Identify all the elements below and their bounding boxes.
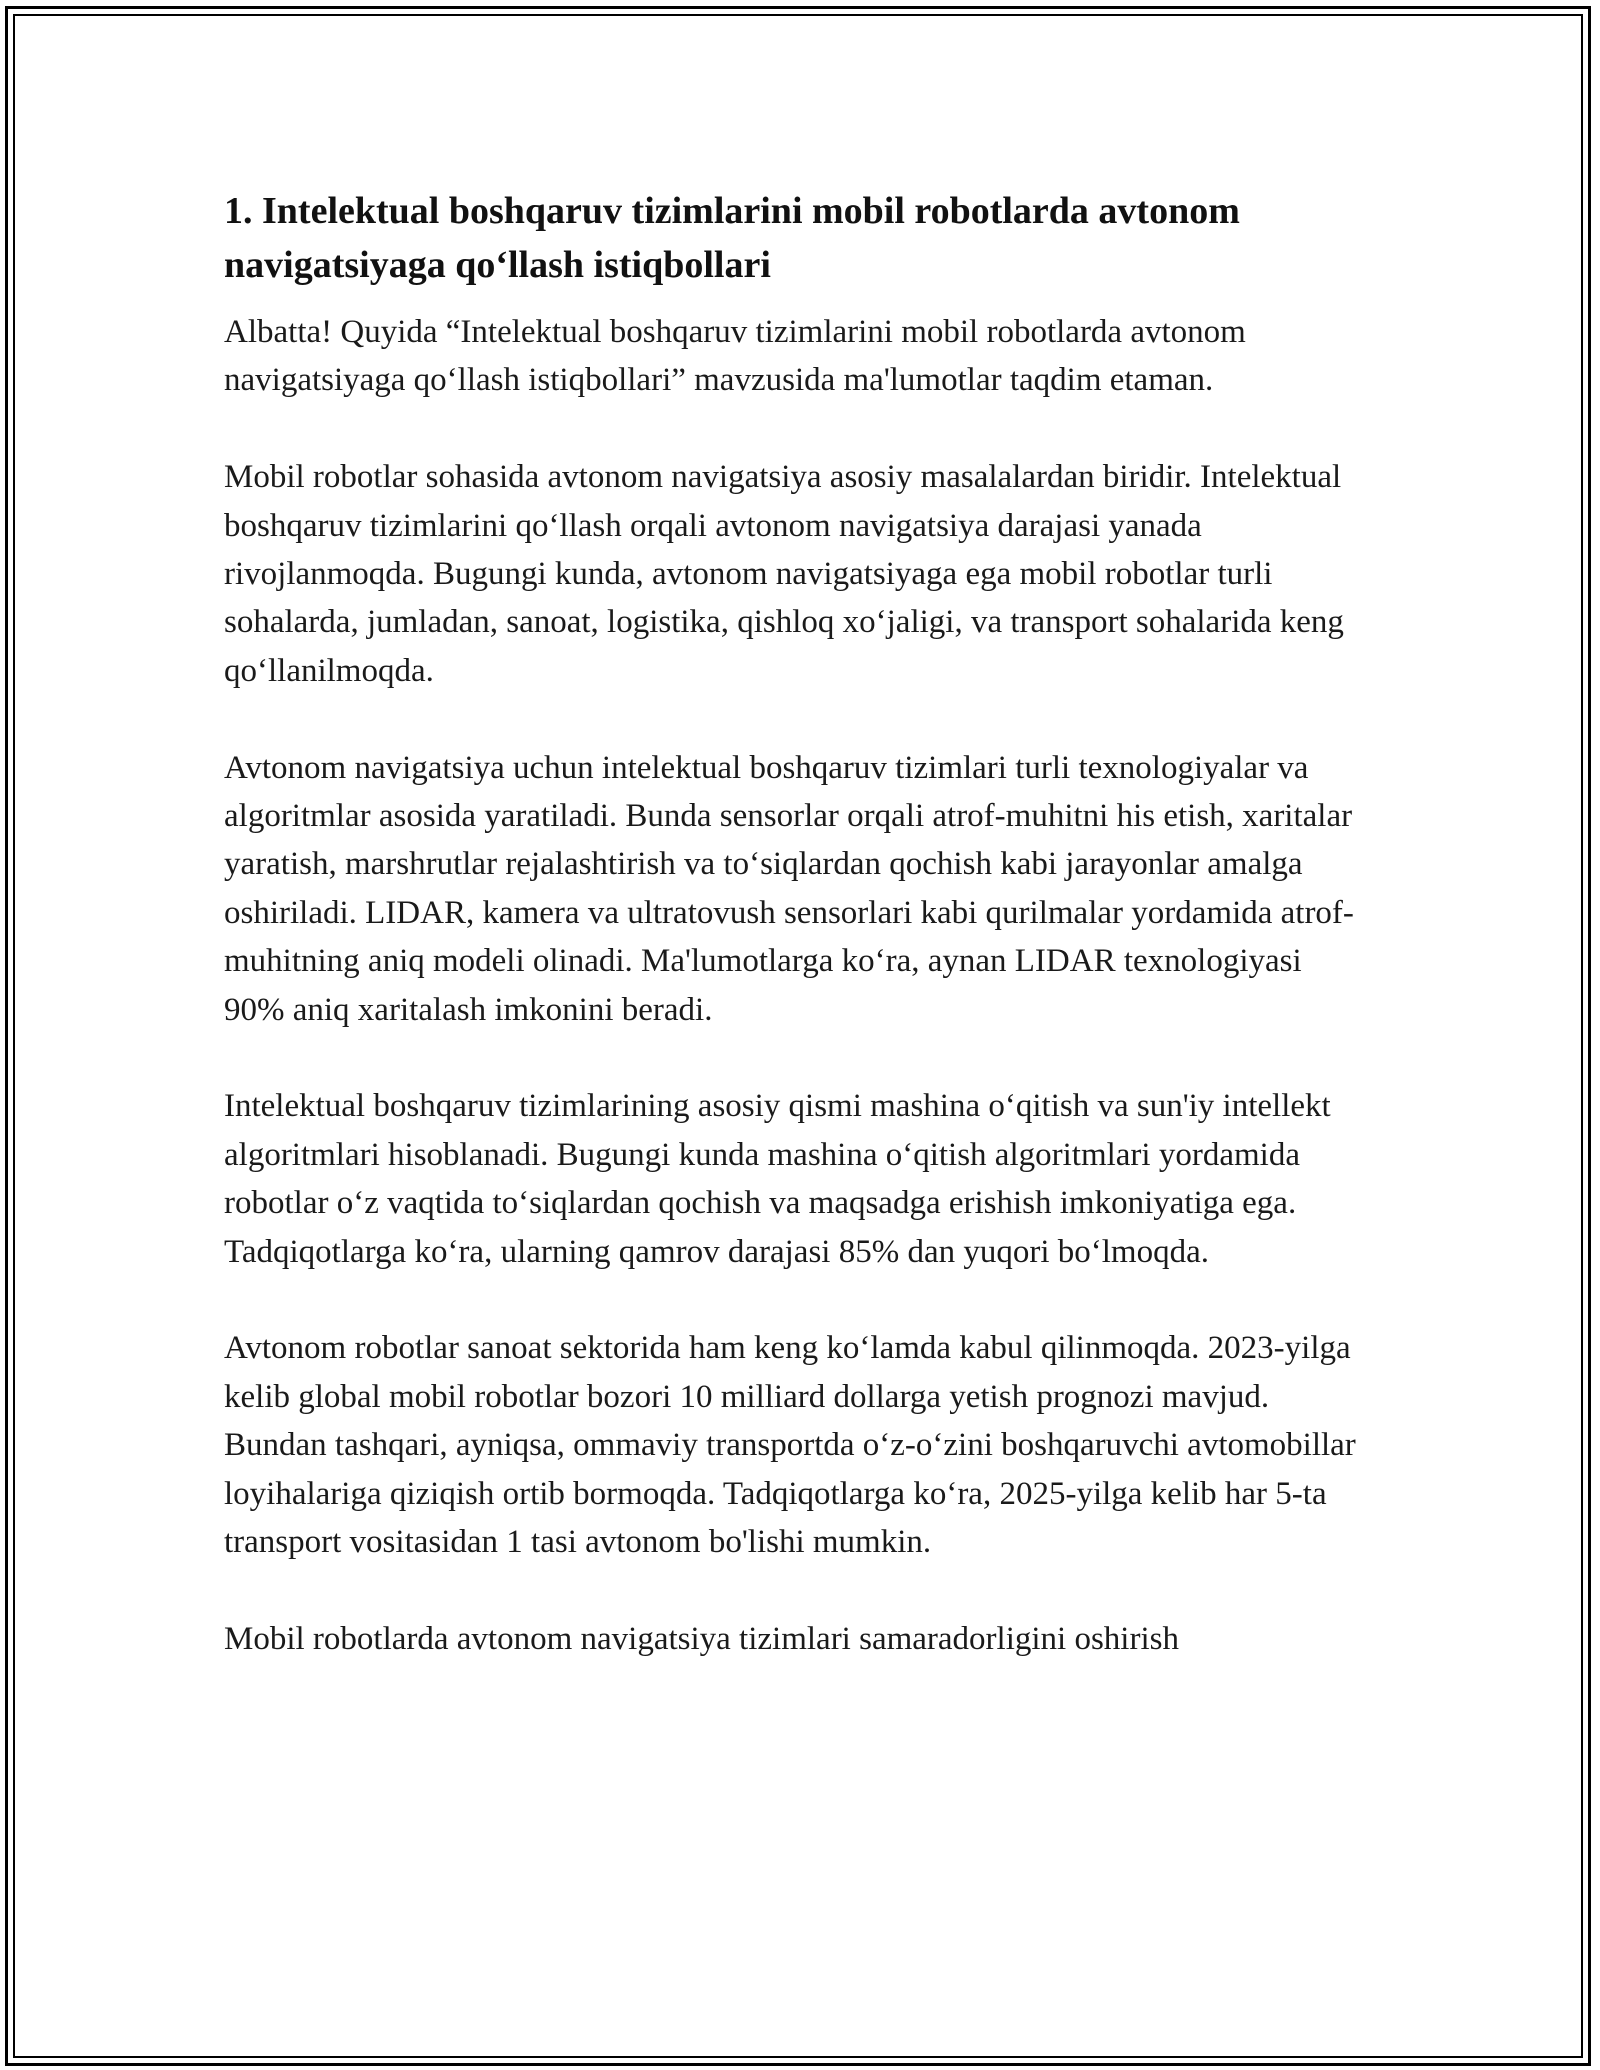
document-title: 1. Intelektual boshqaruv tizimlarini mobil robotlarda avtonom navigatsiyaga qo‘llash istiqbollari (224, 190, 1240, 286)
paragraph-intro: Albatta! Quyida “Intelektual boshqaruv tizimlarini mobil robotlarda avtonom navigatsiyaga qo‘llash istiqbollari” mavzusida ma'lumotlar taqdim etaman. (224, 314, 1246, 399)
paragraph-navigation-overview: Mobil robotlar sohasida avtonom navigatsiya asosiy masalalardan biridir. Intelektual boshqaruv tizimlarini qo‘llash orqali avtonom navigatsiya darajasi yanada rivojlanmoqda. Bugungi kunda, avtonom navigatsiyaga ega mobil robotlar turli sohalarda, jumladan, sanoat, logistika, qishloq xo‘jaligi, va transport sohalarida keng qo‘llanilmoqda. (224, 459, 1344, 689)
paragraph-efficiency: Mobil robotlarda avtonom navigatsiya tizimlari samaradorligini oshirish (224, 1620, 1179, 1657)
paragraph-machine-learning: Intelektual boshqaruv tizimlarining asosiy qismi mashina o‘qitish va sun'iy intellekt algoritmlari hisoblanadi. Bugungi kunda mashina o‘qitish algoritmlari yordamida robotlar o‘z vaqtida to‘siqlardan qochish va maqsadga erishish imkoniyatiga ega. Tadqiqotlarga ko‘ra, ularning qamrov darajasi 85% dan yuqori bo‘lmoqda. (224, 1088, 1331, 1270)
document-body (224, 184, 1368, 1712)
paragraph-technologies: Avtonom navigatsiya uchun intelektual boshqaruv tizimlari turli texnologiyalar va algoritmlar asosida yaratiladi. Bunda sensorlar orqali atrof-muhitni his etish, xaritalar yaratish, marshrutlar rejalashtirish va to‘siqlardan qochish kabi jarayonlar amalga oshiriladi. LIDAR, kamera va ultratovush sensorlari kabi qurilmalar yordamida atrof-muhitning aniq modeli olinadi. Ma'lumotlarga ko‘ra, aynan LIDAR texnologiyasi 90% aniq xaritalash imkonini beradi. (224, 749, 1354, 1028)
paragraph-industry-market: Avtonom robotlar sanoat sektorida ham keng ko‘lamda kabul qilinmoqda. 2023-yilga kelib global mobil robotlar bozori 10 milliard dollarga yetish prognozi mavjud. Bundan tashqari, ayniqsa, ommaviy transportda o‘z-o‘zini boshqaruvchi avtomobillar loyihalariga qiziqish ortib bormoqda. Tadqiqotlarga ko‘ra, 2025-yilga kelib har 5-ta transport vositasidan 1 tasi avtonom bo'lishi mumkin. (224, 1330, 1356, 1561)
